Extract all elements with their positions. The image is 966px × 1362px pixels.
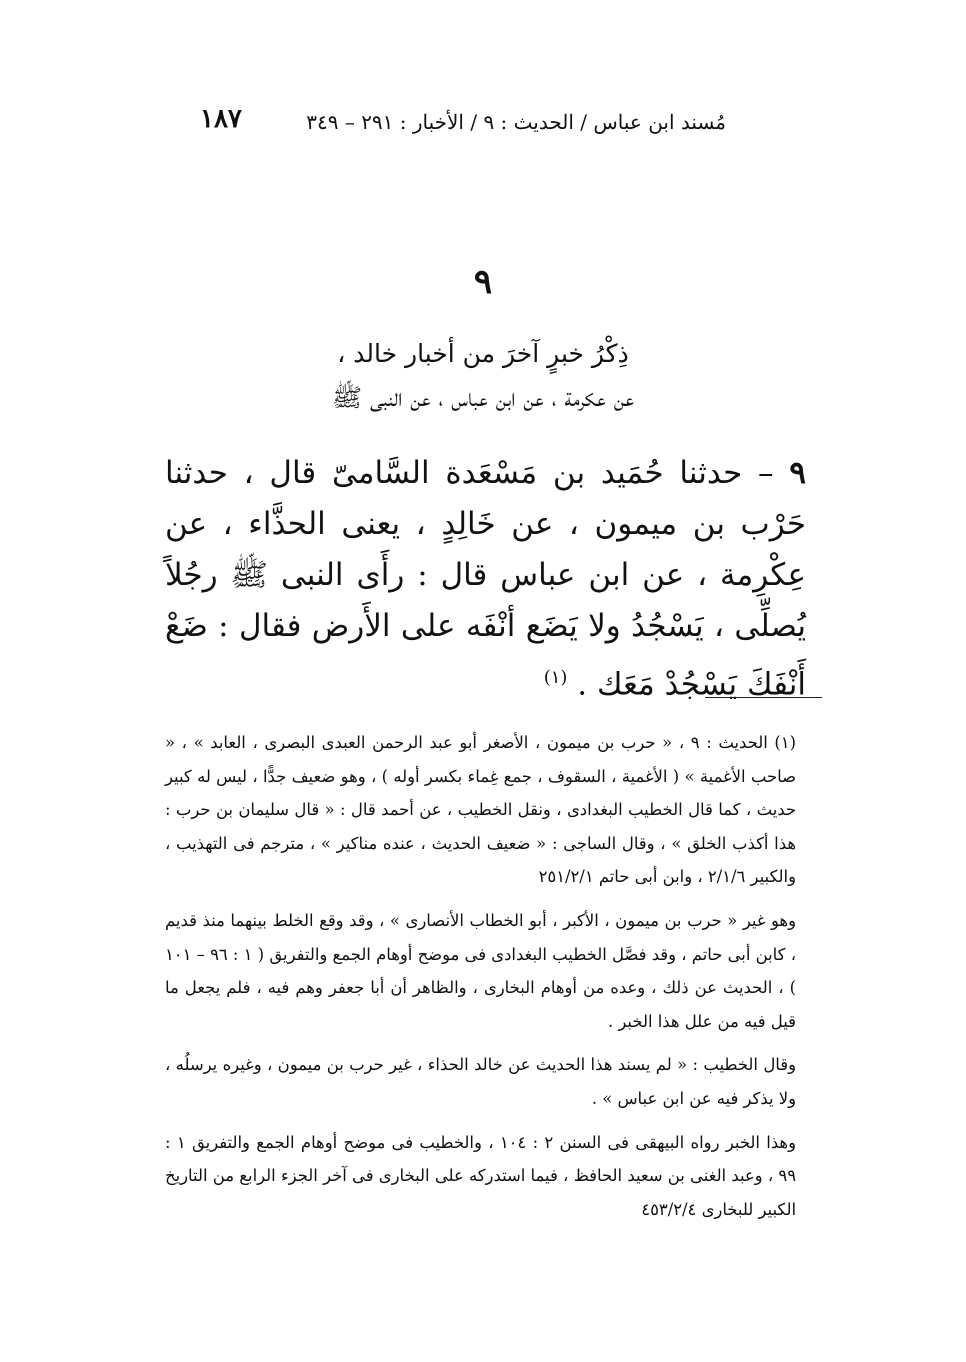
hadith-text-number: ٩ bbox=[789, 455, 807, 491]
hadith-text-body: – حدثنا حُمَيد بن مَسْعَدة السَّامىّ قال ، حدثنا حَرْب بن ميمون ، عن خَالِدٍ ، يعنى الحذَّاء ، عن عِكْرِمة ، عن ابن عباس قال : رأَى النبى ﷺ رجُلاً يُصلِّى ، يَسْجُدُ ولا يَضَع أنْفَه على الأَرض فقال : ضَعْ أَنْفَكَ يَسْجُدْ مَعَك . bbox=[165, 455, 806, 703]
footnote-paragraph-3: وقال الخطيب : « لم يسند هذا الحديث عن خالد الحذاء ، غير حرب بن ميمون ، وغيره يرسلُه ، ولا يذكر فيه عن ابن عباس » . bbox=[165, 1055, 796, 1108]
footnote-paragraph-4: وهذا الخبر رواه البيهقى فى السنن ٢ : ١٠٤ ، والخطيب فى موضح أوهام الجمع والتفريق ١ : ٩٩ ، وعبد الغنى بن سعيد الحافظ ، فيما استدركه على البخارى فى آخر الجزء الرابع من التاريخ الكبير للبخارى ٤٥٣/٢/٤ bbox=[165, 1132, 796, 1219]
footnotes bbox=[165, 726, 796, 1236]
footnote-marker: (١) bbox=[543, 667, 568, 688]
running-header bbox=[200, 104, 726, 144]
heading-line-2: عن عكرمة ، عن ابن عباس ، عن النبى ﷺ bbox=[331, 383, 635, 412]
hadith-heading bbox=[180, 332, 786, 420]
footnote-divider bbox=[705, 697, 822, 698]
page-number: ١٨٧ bbox=[200, 104, 242, 134]
hadith-text bbox=[165, 448, 806, 710]
footnote-paragraph-2: وهو غير « حرب بن ميمون ، الأكبر ، أبو الخطاب الأنصارى » ، وقد وقع الخلط بينهما منذ قديم ، كابن أبى حاتم ، وقد فصَّل الخطيب البغدادى فى موضح أوهام الجمع والتفريق ( ١ : ٩٦ – ١٠١ ) ، الحديث عن ذلك ، وعده من أوهام البخارى ، والظاهر أن أبا جعفر وهم فيه ، فلم يجعل ما قيل فيه من علل هذا الخبر . bbox=[165, 910, 796, 1031]
footnote-paragraph-1: (١) الحديث : ٩ ، « حرب بن ميمون ، الأصغر أبو عبد الرحمن العبدى البصرى ، العابد » ، « صاحب الأغمية » ( الأغمية ، السقوف ، جمع غِماء بكسر أوله ) ، وهو ضعيف جدًّا ، ليس له كبير حديث ، كما قال الخطيب البغدادى ، ونقل الخطيب ، عن أحمد قال : « قال سليمان بن حرب : هذا أكذب الخلق » ، وقال الساجى : « ضعيف الحديث ، عنده مناكير » ، مترجم فى التهذيب ، والكبير ٢/١/٦ ، وابن أبى حاتم ٢٥١/٢/١ bbox=[165, 733, 797, 887]
heading-line-1: ذِكْرُ خبرٍ آخرَ من أخبار خالد ، bbox=[337, 339, 629, 368]
running-title: مُسند ابن عباس / الحديث : ٩ / الأخبار : ٢٩١ – ٣٤٩ bbox=[306, 110, 726, 134]
hadith-number: ٩ bbox=[473, 262, 493, 302]
